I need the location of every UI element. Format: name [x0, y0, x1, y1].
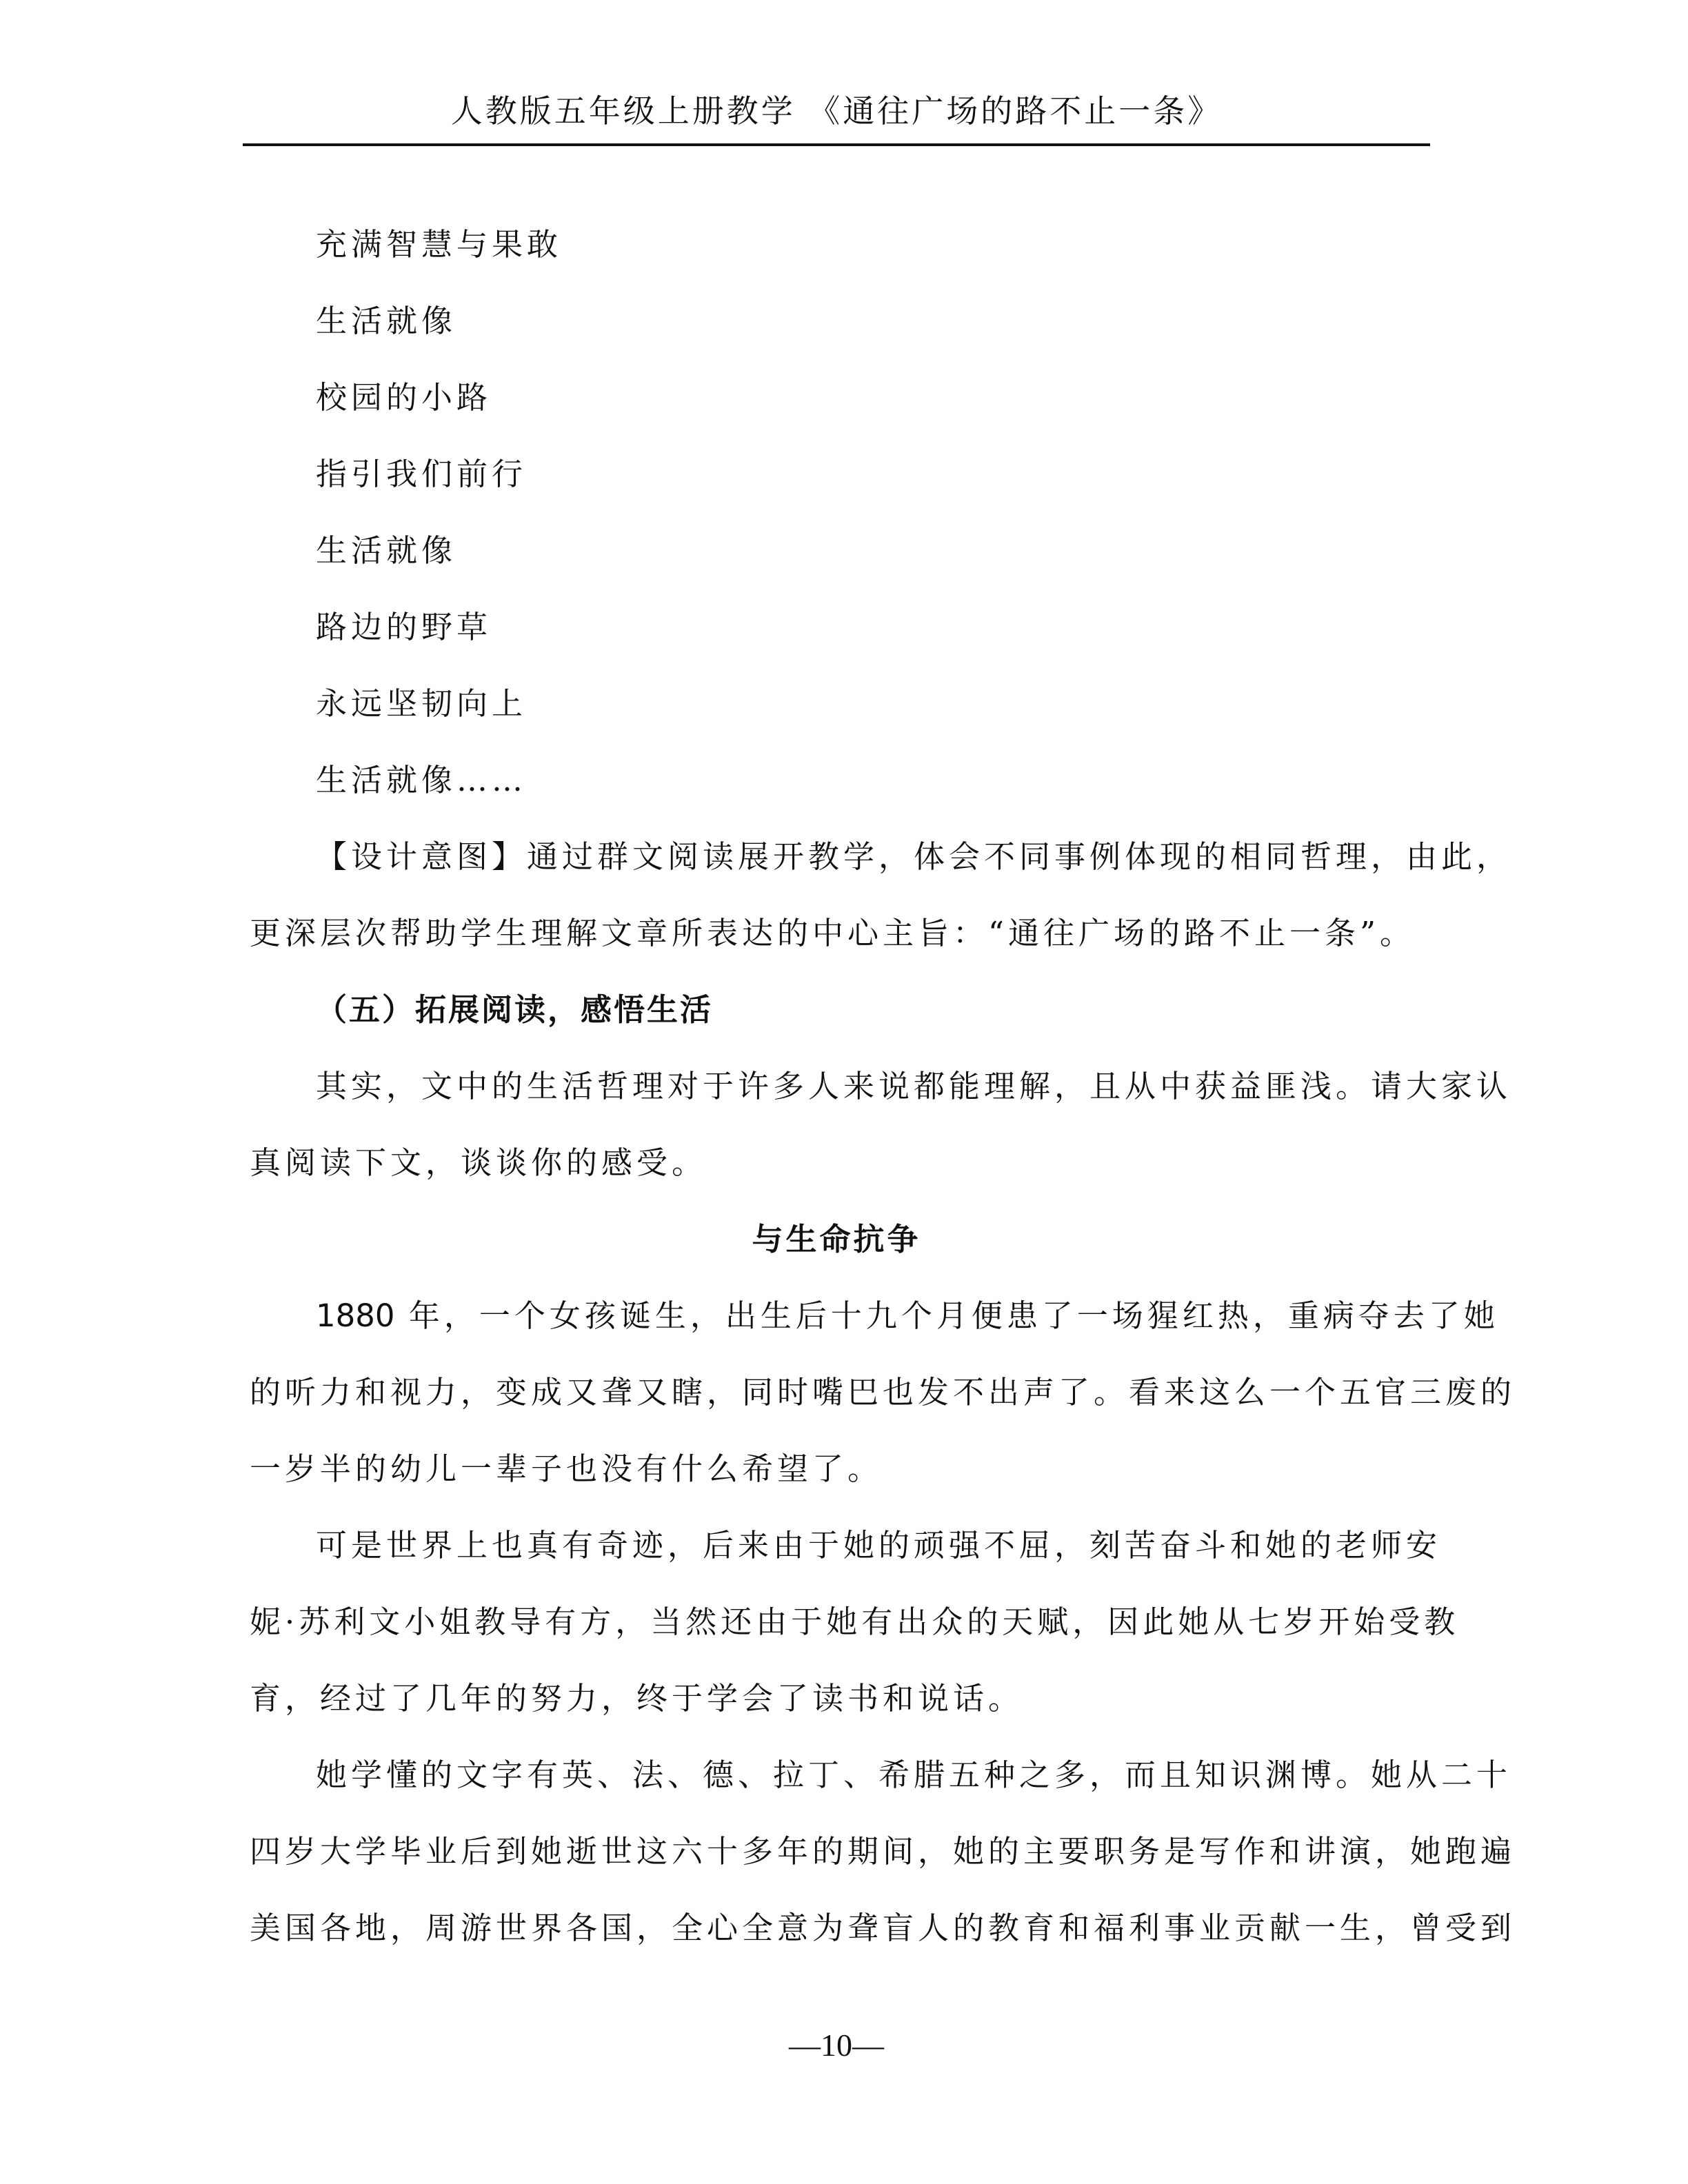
poem-line: 路边的野草 [316, 609, 492, 645]
article-paragraph-line [316, 1297, 1499, 1334]
article-paragraph-line: 美国各地，周游世界各国，全心全意为聋盲人的教育和福利事业贡献一生，曾受到 [250, 1910, 1516, 1946]
header-divider [243, 143, 1430, 146]
header-title: 人教版五年级上册教学 《通往广场的路不止一条》 [450, 92, 1223, 130]
article-paragraph-line: 可是世界上也真有奇迹，后来由于她的顽强不屈，刻苦奋斗和她的老师安 [316, 1527, 1442, 1564]
article-paragraph-line: 的听力和视力，变成又聋又瞎，同时嘴巴也发不出声了。看来这么一个五官三废的 [250, 1374, 1516, 1410]
poem-line: 充满智慧与果敢 [316, 226, 563, 263]
poem-line: 生活就像 [316, 532, 457, 569]
page-number: —10— [789, 2028, 884, 2063]
design-intent-line: 更深层次帮助学生理解文章所表达的中心主旨：“通往广场的路不止一条”。 [250, 915, 1416, 951]
poem-line: 校园的小路 [316, 379, 492, 416]
year-number: 1880 [316, 1297, 395, 1334]
article-paragraph-line: 四岁大学毕业后到她逝世这六十多年的期间，她的主要职务是写作和讲演，她跑遍 [250, 1833, 1516, 1870]
poem-line: 生活就像…… [316, 762, 528, 798]
section-intro-line: 真阅读下文，谈谈你的感受。 [250, 1144, 707, 1181]
article-title: 与生命抗争 [752, 1221, 921, 1257]
section-heading: （五）拓展阅读，感悟生活 [316, 991, 714, 1028]
design-intent-line: 【设计意图】通过群文阅读展开教学，体会不同事例体现的相同哲理，由此， [316, 838, 1512, 875]
article-paragraph-line: 一岁半的幼儿一辈子也没有什么希望了。 [250, 1450, 883, 1487]
section-intro-line: 其实，文中的生活哲理对于许多人来说都能理解，且从中获益匪浅。请大家认 [316, 1068, 1512, 1104]
poem-line: 生活就像 [316, 303, 457, 339]
article-text: 年，一个女孩诞生，出生后十九个月便患了一场猩红热，重病夺去了她 [394, 1297, 1499, 1334]
article-paragraph-line: 育，经过了几年的努力，终于学会了读书和说话。 [250, 1680, 1024, 1717]
article-paragraph-line: 她学懂的文字有英、法、德、拉丁、希腊五种之多，而且知识渊博。她从二十 [316, 1757, 1512, 1793]
poem-line: 指引我们前行 [316, 456, 528, 492]
poem-line: 永远坚韧向上 [316, 685, 528, 722]
article-paragraph-line: 妮·苏利文小姐教导有方，当然还由于她有出众的天赋，因此她从七岁开始受教 [250, 1604, 1460, 1640]
